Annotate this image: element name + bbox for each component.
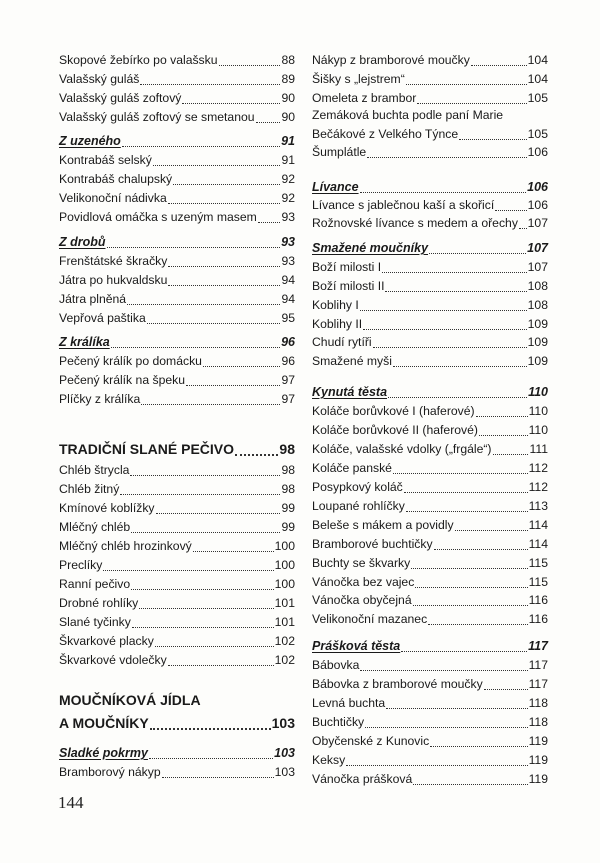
toc-entry bbox=[312, 771, 548, 787]
toc-entry bbox=[312, 334, 548, 350]
toc-entry-page: 119 bbox=[528, 772, 548, 786]
toc-entry-title: Rožnovské lívance s medem a ořechy bbox=[312, 216, 518, 230]
toc-entry-page: 114 bbox=[528, 537, 548, 551]
toc-entry-title: Kontrabáš selský bbox=[59, 153, 152, 167]
dot-leader bbox=[140, 70, 280, 85]
toc-entry bbox=[312, 297, 548, 313]
dot-leader bbox=[147, 309, 281, 324]
toc-entry-page: 93 bbox=[281, 235, 295, 249]
toc-entry-page: 103 bbox=[271, 715, 295, 731]
toc-entry-page: 103 bbox=[274, 746, 295, 760]
dot-leader bbox=[495, 196, 526, 211]
toc-column-left bbox=[59, 0, 295, 863]
toc-entry-page: 107 bbox=[527, 241, 548, 255]
toc-entry-page: 90 bbox=[281, 91, 295, 105]
toc-entry bbox=[59, 595, 295, 611]
toc-entry-page: 98 bbox=[281, 463, 295, 477]
toc-section-heading bbox=[312, 638, 548, 654]
toc-entry-page: 108 bbox=[527, 298, 548, 312]
toc-entry-page: 117 bbox=[528, 639, 548, 653]
toc-entry bbox=[312, 657, 548, 673]
toc-entry bbox=[312, 592, 548, 608]
toc-entry-title: Bramborový nákyp bbox=[59, 765, 161, 779]
dot-leader bbox=[162, 763, 274, 778]
dot-leader bbox=[519, 214, 527, 229]
toc-entry-title: Posypkový koláč bbox=[312, 480, 403, 494]
dot-leader bbox=[153, 151, 281, 166]
toc-entry-title: Keksy bbox=[312, 753, 346, 767]
toc-entry bbox=[312, 316, 548, 332]
toc-entry bbox=[312, 353, 548, 369]
toc-entry-page: 106 bbox=[527, 198, 548, 212]
toc-entry-title: Velikonoční mazanec bbox=[312, 612, 428, 626]
dot-leader bbox=[428, 610, 527, 625]
toc-entry-title: A MOUČNÍKY bbox=[59, 715, 149, 731]
dot-leader bbox=[139, 594, 273, 609]
page-number: 144 bbox=[58, 793, 84, 812]
dot-leader bbox=[131, 518, 280, 533]
toc-entry-title: Lívance s jablečnou kaší a skořicí bbox=[312, 198, 495, 212]
toc-entry bbox=[312, 536, 548, 552]
dot-leader bbox=[203, 352, 281, 367]
toc-entry bbox=[59, 291, 295, 307]
toc-entry-title: Smažené myši bbox=[312, 354, 392, 368]
toc-entry-line: Zemáková buchta podle paní Marie bbox=[312, 108, 504, 122]
dot-leader bbox=[360, 296, 527, 311]
toc-entry-page: 96 bbox=[281, 354, 295, 368]
dot-leader bbox=[258, 208, 281, 223]
toc-entry bbox=[312, 752, 548, 768]
dot-leader bbox=[141, 390, 280, 405]
toc-entry-page: 98 bbox=[279, 441, 295, 457]
toc-entry bbox=[59, 764, 295, 780]
toc-entry bbox=[59, 538, 295, 554]
toc-entry-page: 96 bbox=[281, 335, 295, 349]
dot-leader bbox=[173, 170, 280, 185]
toc-entry bbox=[312, 733, 548, 749]
toc-entry-title: Bramborové buchtičky bbox=[312, 537, 433, 551]
toc-entry bbox=[312, 278, 548, 294]
toc-entry-title: Obyčenské z Kunovic bbox=[312, 734, 430, 748]
toc-entry-title: Bábovka bbox=[312, 658, 360, 672]
dot-leader bbox=[388, 383, 527, 398]
dot-leader bbox=[360, 178, 527, 193]
toc-entry-title: Mléčný chléb hrozinkový bbox=[59, 539, 192, 553]
toc-entry-page: 112 bbox=[528, 480, 548, 494]
toc-entry-page: 117 bbox=[528, 677, 548, 691]
dot-leader bbox=[111, 333, 280, 348]
toc-entry-page: 112 bbox=[528, 461, 548, 475]
dot-leader bbox=[360, 656, 527, 671]
toc-entry-page: 109 bbox=[527, 317, 548, 331]
toc-entry bbox=[59, 353, 295, 369]
toc-entry-page: 100 bbox=[274, 558, 295, 572]
toc-entry bbox=[59, 557, 295, 573]
toc-entry bbox=[312, 574, 548, 590]
dot-leader bbox=[459, 125, 527, 140]
toc-entry-page: 118 bbox=[528, 715, 548, 729]
dot-leader bbox=[186, 371, 280, 386]
toc-section-heading bbox=[312, 179, 548, 195]
toc-entry-page: 92 bbox=[281, 191, 295, 205]
dot-leader bbox=[493, 440, 529, 455]
dot-leader bbox=[393, 459, 528, 474]
toc-entry-page: 91 bbox=[281, 134, 295, 148]
toc-entry-title: Koláče borůvkové I (haferové) bbox=[312, 404, 475, 418]
toc-entry-page: 101 bbox=[274, 615, 295, 629]
toc-entry bbox=[59, 633, 295, 649]
toc-entry bbox=[312, 422, 548, 438]
toc-section-heading bbox=[59, 133, 295, 149]
dot-leader bbox=[401, 637, 527, 652]
toc-entry-page: 115 bbox=[528, 556, 548, 570]
toc-entry-page: 116 bbox=[528, 612, 548, 626]
toc-entry bbox=[312, 441, 548, 457]
toc-entry-page: 105 bbox=[527, 127, 548, 141]
toc-entry-page: 110 bbox=[528, 423, 548, 437]
toc-entry-page: 100 bbox=[274, 577, 295, 591]
toc-entry-page: 109 bbox=[527, 335, 548, 349]
toc-entry bbox=[59, 310, 295, 326]
dot-leader bbox=[149, 744, 273, 759]
toc-entry-page: 99 bbox=[281, 520, 295, 534]
toc-entry-line: MOUČNÍKOVÁ JÍDLA bbox=[59, 692, 201, 708]
toc-entry-title: Koláče, valašské vdolky („frgále“) bbox=[312, 442, 492, 456]
dot-leader bbox=[363, 315, 527, 330]
toc-entry-page: 108 bbox=[527, 279, 548, 293]
toc-entry-page: 88 bbox=[281, 53, 295, 67]
toc-entry-title: Kmínové koblížky bbox=[59, 501, 155, 515]
dot-leader bbox=[132, 613, 274, 628]
toc-entry bbox=[312, 555, 548, 571]
toc-entry-title: Omeleta z brambor bbox=[312, 91, 417, 105]
dot-leader bbox=[346, 751, 527, 766]
toc-entry-title: Drobné rohlíky bbox=[59, 596, 139, 610]
toc-entry-page: 94 bbox=[281, 273, 295, 287]
dot-leader bbox=[404, 478, 528, 493]
toc-entry-page: 119 bbox=[528, 734, 548, 748]
toc-entry bbox=[312, 126, 548, 142]
dot-leader bbox=[434, 535, 528, 550]
toc-entry-page: 101 bbox=[274, 596, 295, 610]
toc-entry-page: 116 bbox=[528, 593, 548, 607]
toc-entry-title: Šišky s „lejstrem“ bbox=[312, 72, 405, 86]
toc-entry-title: Buchtičky bbox=[312, 715, 365, 729]
dot-leader bbox=[107, 233, 281, 248]
toc-entry-title: Bábovka z bramborové moučky bbox=[312, 677, 483, 691]
dot-leader bbox=[484, 675, 528, 690]
toc-entry bbox=[59, 253, 295, 269]
toc-entry-page: 98 bbox=[281, 482, 295, 496]
toc-entry bbox=[312, 517, 548, 533]
toc-entry bbox=[312, 71, 548, 87]
toc-entry-title: Lívance bbox=[312, 180, 359, 194]
toc-entry-page: 113 bbox=[528, 499, 548, 513]
toc-entry-page: 91 bbox=[281, 153, 295, 167]
toc-entry-page: 105 bbox=[527, 91, 548, 105]
toc-entry bbox=[59, 652, 295, 668]
toc-entry-title: Z uzeného bbox=[59, 134, 121, 148]
dot-leader bbox=[103, 556, 273, 571]
dot-leader bbox=[406, 497, 528, 512]
toc-entry bbox=[59, 71, 295, 87]
toc-entry-title: Játra plněná bbox=[59, 292, 127, 306]
toc-entry-title: Koláče borůvkové II (haferové) bbox=[312, 423, 478, 437]
toc-entry bbox=[59, 109, 295, 125]
dot-leader bbox=[393, 352, 527, 367]
toc-entry-title: Játra po hukvaldsku bbox=[59, 273, 168, 287]
toc-entry-title: Prášková těsta bbox=[312, 639, 401, 653]
toc-entry bbox=[59, 576, 295, 592]
toc-section-heading bbox=[59, 745, 295, 761]
toc-column-right bbox=[312, 0, 548, 863]
toc-entry-page: 104 bbox=[527, 72, 548, 86]
toc-entry-title: Mléčný chléb bbox=[59, 520, 131, 534]
toc-entry-title: TRADIČNÍ SLANÉ PEČIVO bbox=[59, 441, 235, 457]
toc-entry bbox=[59, 391, 295, 407]
toc-entry bbox=[59, 481, 295, 497]
toc-entry-title: Vánočka obyčejná bbox=[312, 593, 412, 607]
dot-leader bbox=[168, 189, 281, 204]
toc-entry bbox=[312, 676, 548, 692]
dot-leader bbox=[150, 712, 271, 730]
dot-leader bbox=[413, 591, 528, 606]
dot-leader bbox=[430, 732, 527, 747]
toc-entry bbox=[59, 272, 295, 288]
toc-entry-page: 107 bbox=[527, 216, 548, 230]
toc-entry bbox=[59, 500, 295, 516]
dot-leader bbox=[365, 713, 527, 728]
toc-section-heading bbox=[59, 334, 295, 350]
toc-entry-page: 115 bbox=[528, 575, 548, 589]
toc-entry-title: Valašský guláš bbox=[59, 72, 140, 86]
toc-entry-title: Buchty se škvarky bbox=[312, 556, 411, 570]
toc-entry-title: Slané tyčinky bbox=[59, 615, 131, 629]
toc-entry-page: 111 bbox=[529, 442, 548, 456]
toc-entry-page: 92 bbox=[281, 172, 295, 186]
toc-entry bbox=[312, 52, 548, 68]
toc-entry-title: Ranní pečivo bbox=[59, 577, 131, 591]
toc-entry bbox=[312, 90, 548, 106]
toc-entry bbox=[59, 519, 295, 535]
toc-entry-page: 102 bbox=[274, 634, 295, 648]
toc-entry bbox=[59, 614, 295, 630]
dot-leader bbox=[193, 537, 274, 552]
dot-leader bbox=[413, 770, 527, 785]
dot-leader bbox=[130, 461, 280, 476]
toc-entry-title: Vánočka bez vajec bbox=[312, 575, 415, 589]
toc-entry-title: Koláče panské bbox=[312, 461, 392, 475]
toc-entry-title: Boží milosti I bbox=[312, 260, 382, 274]
dot-leader bbox=[131, 575, 274, 590]
toc-entry bbox=[312, 498, 548, 514]
toc-entry-title: Valašský guláš zoftový se smetanou bbox=[59, 110, 255, 124]
toc-entry bbox=[59, 190, 295, 206]
toc-entry-page: 93 bbox=[281, 254, 295, 268]
dot-leader bbox=[415, 573, 527, 588]
toc-entry-page: 106 bbox=[527, 145, 548, 159]
toc-entry-title: Kontrabáš chalupský bbox=[59, 172, 173, 186]
toc-entry-title: Loupané rohlíčky bbox=[312, 499, 405, 513]
dot-leader bbox=[219, 51, 281, 66]
dot-leader bbox=[373, 333, 527, 348]
dot-leader bbox=[127, 290, 280, 305]
toc-entry-title: Škvarkové placky bbox=[59, 634, 154, 648]
dot-leader bbox=[367, 143, 526, 158]
toc-entry-page: 119 bbox=[528, 753, 548, 767]
dot-leader bbox=[479, 421, 528, 436]
toc-entry-title: Z drobů bbox=[59, 235, 106, 249]
toc-entry bbox=[312, 215, 548, 231]
toc-entry-title: Sladké pokrmy bbox=[59, 746, 148, 760]
toc-entry bbox=[312, 403, 548, 419]
dot-leader bbox=[168, 271, 280, 286]
toc-section-heading bbox=[59, 234, 295, 250]
toc-entry-page: 106 bbox=[527, 180, 548, 194]
toc-entry-page: 117 bbox=[528, 658, 548, 672]
toc-entry-title: Z králíka bbox=[59, 335, 110, 349]
dot-leader bbox=[385, 277, 526, 292]
dot-leader bbox=[471, 51, 527, 66]
toc-section-heading bbox=[312, 384, 548, 400]
toc-entry-page: 102 bbox=[274, 653, 295, 667]
toc-entry-title: Povidlová omáčka s uzeným masem bbox=[59, 210, 257, 224]
dot-leader bbox=[182, 89, 280, 104]
dot-leader bbox=[386, 694, 527, 709]
dot-leader bbox=[382, 258, 527, 273]
toc-entry bbox=[59, 372, 295, 388]
dot-leader bbox=[168, 651, 274, 666]
toc-chapter-heading bbox=[59, 440, 295, 458]
toc-entry-page: 103 bbox=[274, 765, 295, 779]
toc-entry-page: 94 bbox=[281, 292, 295, 306]
toc-entry-title: Frenštátské škračky bbox=[59, 254, 168, 268]
toc-entry-title: Vánočka prášková bbox=[312, 772, 413, 786]
toc-entry-title: Velikonoční nádivka bbox=[59, 191, 167, 205]
toc-entry-page: 97 bbox=[281, 373, 295, 387]
toc-entry bbox=[312, 259, 548, 275]
toc-entry bbox=[59, 90, 295, 106]
dot-leader bbox=[168, 252, 280, 267]
toc-entry bbox=[312, 460, 548, 476]
toc-entry-page: 110 bbox=[528, 385, 548, 399]
toc-entry-title: Valašský guláš zoftový bbox=[59, 91, 182, 105]
toc-entry-title: Kynutá těsta bbox=[312, 385, 388, 399]
toc-entry-title: Nákyp z bramborové moučky bbox=[312, 53, 470, 67]
toc-entry-title: Boží milosti II bbox=[312, 279, 385, 293]
toc-entry bbox=[59, 171, 295, 187]
toc-entry-page: 100 bbox=[274, 539, 295, 553]
toc-entry-page: 110 bbox=[528, 404, 548, 418]
toc-entry-page: 104 bbox=[527, 53, 548, 67]
dot-leader bbox=[235, 438, 278, 456]
toc-entry-title: Preclíky bbox=[59, 558, 103, 572]
toc-entry bbox=[312, 144, 548, 160]
toc-entry bbox=[312, 611, 548, 627]
toc-entry bbox=[59, 152, 295, 168]
toc-entry-title: Smažené moučníky bbox=[312, 241, 429, 255]
toc-entry-page: 107 bbox=[527, 260, 548, 274]
toc-entry-title: Vepřová paštika bbox=[59, 311, 146, 325]
toc-entry bbox=[312, 197, 548, 213]
dot-leader bbox=[429, 239, 526, 254]
toc-entry-title: Koblihy II bbox=[312, 317, 363, 331]
toc-entry-page: 97 bbox=[281, 392, 295, 406]
toc-entry-title: Chléb žitný bbox=[59, 482, 120, 496]
dot-leader bbox=[155, 632, 274, 647]
dot-leader bbox=[411, 554, 527, 569]
toc-entry-title: Pečený králík na špeku bbox=[59, 373, 186, 387]
toc-entry-title: Koblihy I bbox=[312, 298, 359, 312]
toc-entry-page: 95 bbox=[281, 311, 295, 325]
dot-leader bbox=[120, 480, 280, 495]
toc-entry-page: 90 bbox=[281, 110, 295, 124]
toc-entry-title: Levná buchta bbox=[312, 696, 386, 710]
dot-leader bbox=[417, 89, 526, 104]
toc-entry-page: 109 bbox=[527, 354, 548, 368]
toc-entry bbox=[312, 479, 548, 495]
toc-entry-title: Bečákové z Velkého Týnce bbox=[312, 127, 459, 141]
dot-leader bbox=[256, 108, 281, 123]
dot-leader bbox=[476, 402, 528, 417]
toc-chapter-heading bbox=[59, 714, 295, 732]
toc-entry-page: 99 bbox=[281, 501, 295, 515]
toc-entry-title: Skopové žebírko po valašsku bbox=[59, 53, 218, 67]
toc-entry-page: 114 bbox=[528, 518, 548, 532]
toc-entry bbox=[59, 462, 295, 478]
toc-entry-title: Beleše s mákem a povidly bbox=[312, 518, 454, 532]
dot-leader bbox=[455, 516, 528, 531]
dot-leader bbox=[122, 132, 280, 147]
dot-leader bbox=[406, 70, 527, 85]
toc-entry bbox=[59, 209, 295, 225]
toc-section-heading bbox=[312, 240, 548, 256]
toc-entry-title: Škvarkové vdolečky bbox=[59, 653, 167, 667]
toc-entry-title: Chudí rytíři bbox=[312, 335, 372, 349]
toc-entry bbox=[59, 52, 295, 68]
toc-entry-title: Chléb štrycla bbox=[59, 463, 130, 477]
toc-entry bbox=[312, 714, 548, 730]
dot-leader bbox=[156, 499, 281, 514]
toc-entry-title: Plíčky z králíka bbox=[59, 392, 141, 406]
toc-entry-title: Šumplátle bbox=[312, 145, 367, 159]
toc-entry-page: 118 bbox=[528, 696, 548, 710]
toc-entry-title: Pečený králík po domácku bbox=[59, 354, 202, 368]
toc-entry-page: 93 bbox=[281, 210, 295, 224]
toc-entry-page: 89 bbox=[281, 72, 295, 86]
toc-entry bbox=[312, 695, 548, 711]
